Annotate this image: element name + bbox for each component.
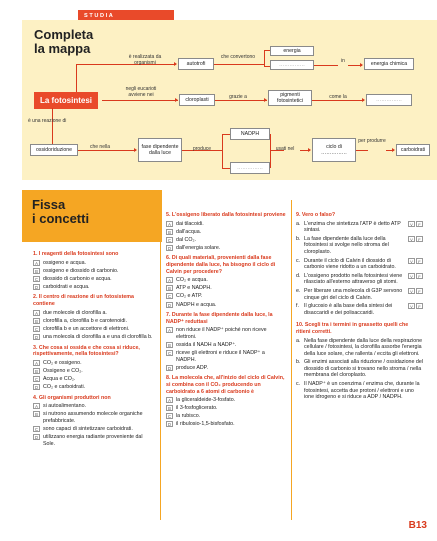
option-text: NADPH e acqua. — [176, 301, 217, 308]
answer-option[interactable] — [33, 368, 155, 375]
question: 7. Durante la fase dipendente dalla luce, la NADP⁺ reduttasi — [166, 312, 273, 325]
option-checkbox[interactable]: A — [33, 260, 40, 266]
answer-option[interactable] — [166, 327, 286, 340]
option-text: dal CO₂. — [176, 236, 197, 243]
option-text: dai tilacoidi. — [176, 220, 204, 227]
option-text: CO₂ e ATP. — [176, 293, 203, 300]
option-checkbox[interactable]: B — [166, 342, 173, 348]
item-letter: d. — [296, 272, 301, 279]
option-text: ATP e NADPH. — [176, 285, 212, 292]
answer-option[interactable] — [33, 318, 155, 325]
answer-option[interactable] — [166, 302, 286, 309]
answer-option[interactable] — [33, 426, 155, 433]
option-checkbox[interactable]: D — [34, 435, 39, 441]
option-checkbox[interactable]: C — [167, 351, 172, 357]
option-checkbox[interactable]: C — [167, 414, 172, 420]
option-text: la gliceraldeide-3-fosfato. — [176, 397, 236, 404]
node-fase-luce: fase dipendente dalla luce — [138, 138, 182, 162]
option-checkbox[interactable]: B — [166, 229, 173, 235]
answer-option[interactable] — [33, 384, 155, 391]
answer-option[interactable] — [33, 334, 155, 341]
question: 3. Che cosa si ossida e che cosa si riduce, rispettivamente, nella fotosintesi? — [33, 344, 140, 358]
question: 5. L'ossigeno liberato dalla fotosintesi proviene — [166, 212, 286, 218]
label-produce: produce — [192, 146, 212, 152]
node-carboidrati: carboidrati — [396, 144, 430, 156]
question: 8. La molecola che, all'inizio del ciclo di Calvin, si combina con il CO₂ producendo un carboidrato a 6 atomi di carbonio è — [166, 375, 285, 395]
option-text: il ribulosio-1,5-bisfosfato. — [176, 421, 235, 428]
option-checkbox[interactable]: B — [33, 318, 40, 324]
option-checkbox[interactable]: C — [34, 426, 39, 432]
fissa-box — [22, 190, 162, 242]
answer-option[interactable] — [166, 285, 286, 292]
option-text: ossigeno e acqua. — [43, 259, 86, 266]
answer-option[interactable] — [166, 350, 286, 363]
true-checkbox[interactable]: V — [408, 258, 415, 264]
option-checkbox[interactable]: A — [166, 327, 173, 333]
blank-pigment: …………… — [366, 94, 412, 106]
option-text: ossida il NADH a NADP⁺. — [176, 342, 237, 348]
answer-option[interactable] — [33, 326, 155, 333]
option-checkbox[interactable]: A — [33, 403, 40, 409]
option-text: CO₂ e acqua. — [176, 277, 208, 284]
option-text: diossido di carbonio e acqua. — [43, 275, 112, 282]
fissa-title: Fissa i concetti — [32, 197, 90, 226]
question: 6. Di quali materiali, provenienti dalla fase dipendente dalla luce, ha bisogno il ciclo di Calvin per procedere? — [166, 255, 276, 275]
option-checkbox[interactable]: D — [34, 385, 39, 390]
item-letter: b. — [296, 235, 301, 242]
answer-option[interactable] — [166, 221, 286, 228]
option-checkbox[interactable]: B — [33, 411, 40, 417]
answer-option[interactable] — [166, 293, 286, 300]
true-checkbox[interactable]: V — [408, 221, 415, 227]
answer-option[interactable] — [166, 421, 286, 428]
blank-energy: …………… — [270, 60, 314, 70]
option-text: la rubisco. — [176, 413, 201, 420]
choice-item — [296, 359, 424, 379]
true-false-item — [296, 303, 424, 316]
answer-option[interactable] — [166, 229, 286, 236]
node-autotrofi: autotrofi — [178, 58, 214, 70]
choice-item — [296, 381, 424, 401]
option-checkbox[interactable]: C — [167, 237, 172, 243]
node-nadph: NADPH — [230, 128, 270, 140]
label-in: in — [341, 58, 345, 64]
item-letter: c. — [296, 381, 301, 388]
item-letter: c. — [296, 257, 301, 264]
answer-option[interactable] — [166, 237, 286, 244]
tag-line-1: STUDIA — [84, 13, 115, 19]
label-reazione: è una reazione di — [28, 118, 67, 124]
option-text: riceve gli elettroni e riduce il NADP⁺ a NADPH. — [176, 350, 265, 363]
false-checkbox[interactable]: F — [416, 236, 423, 242]
question-9: 9. Vero o falso? — [296, 212, 336, 218]
option-checkbox[interactable]: A — [33, 310, 40, 316]
answer-option[interactable] — [33, 403, 155, 410]
item-text: Nella fase dipendente dalla luce della respirazione cellulare / fotosintesi, la clorofilla assorbe l'energia della luce solare, che rallenta / eccita gli elettroni. — [304, 337, 423, 357]
item-letter: a. — [296, 220, 301, 227]
option-checkbox[interactable]: A — [33, 360, 40, 366]
answer-option[interactable] — [33, 268, 155, 275]
false-checkbox[interactable]: F — [416, 288, 423, 294]
item-text: Per liberare una molecola di G3P servono cinque giri del ciclo di Calvin. — [304, 287, 403, 301]
false-checkbox[interactable]: F — [416, 273, 423, 279]
answer-option[interactable] — [33, 411, 155, 424]
question-10: 10. Scegli tra i termini in grassetto quelli che ritieni corretti. — [296, 322, 409, 335]
answer-option[interactable] — [166, 413, 286, 420]
question: 4. Gli organismi produttori non — [33, 394, 111, 401]
map-title: Completa la mappa — [34, 27, 94, 56]
node-energia: energia — [270, 46, 314, 56]
choice-item — [296, 338, 424, 358]
option-checkbox[interactable]: C — [34, 276, 39, 282]
option-text: sono capaci di sintetizzare carboidrati. — [43, 425, 133, 432]
option-checkbox[interactable]: A — [166, 277, 173, 283]
option-text: il 3-fosfoglicerato. — [176, 405, 218, 412]
item-text: La fase dipendente dalla luce della fotosintesi si svolge nello stroma del cloroplasto. — [304, 235, 389, 255]
option-checkbox[interactable]: B — [33, 368, 40, 374]
option-text: non riduce il NADP⁺ poiché non riceve elettroni. — [176, 327, 267, 340]
blank-atp: …………… — [230, 162, 270, 174]
option-text: CO₂ e ossigeno. — [43, 359, 82, 366]
true-false-item — [296, 221, 424, 234]
option-checkbox[interactable]: B — [33, 268, 40, 274]
option-text: Acqua e CO₂. — [43, 375, 76, 382]
option-text: carboidrati e acqua. — [43, 283, 90, 290]
item-letter: e. — [296, 287, 301, 294]
concept-map — [22, 20, 437, 180]
true-checkbox[interactable]: V — [408, 236, 415, 242]
option-text: si autoalimentano. — [43, 403, 86, 410]
item-letter: f. — [296, 303, 299, 310]
option-checkbox[interactable]: D — [167, 365, 172, 371]
option-text: dall'acqua. — [176, 228, 202, 235]
option-text: produce ADP. — [176, 364, 209, 371]
option-text: Ossigeno e CO₂. — [43, 367, 83, 374]
column-3 — [296, 208, 424, 403]
answer-option[interactable] — [33, 276, 155, 283]
item-text: Gli enzimi associati alla riduzione / ossidazione del diossido di carbonio si trovano nello stroma / nella membrana del cloroplasto. — [304, 359, 423, 379]
true-checkbox[interactable]: V — [408, 303, 415, 309]
page-number: B13 — [408, 520, 427, 531]
node-ciclo: ciclo di …………… — [312, 138, 356, 162]
column-1 — [33, 247, 155, 449]
option-text: utilizzano energia radiante proveniente dal Sole. — [43, 434, 143, 447]
label-come-la: come la — [329, 94, 347, 100]
option-checkbox[interactable]: C — [167, 294, 172, 300]
answer-option[interactable] — [33, 376, 155, 383]
label-usati-nel: usati nel — [275, 146, 295, 152]
answer-option[interactable] — [33, 434, 155, 447]
option-text: una molecola di clorofilla a e una di clorofilla b. — [43, 333, 153, 340]
true-checkbox[interactable]: V — [408, 288, 415, 294]
answer-option[interactable] — [33, 310, 155, 317]
true-false-item — [296, 236, 424, 256]
answer-option[interactable] — [166, 342, 286, 349]
item-text: Durante il ciclo di Calvin il diossido di carbonio viene ridotto a un carboidrato. — [304, 257, 396, 271]
item-text: Il glucosio è alla base della sintesi dei disaccaridi e dei polisaccaridi. — [304, 303, 393, 316]
true-false-item — [296, 273, 424, 286]
node-pigmenti: pigmenti fotosintetici — [268, 90, 312, 106]
true-false-item — [296, 258, 424, 271]
option-checkbox[interactable]: D — [34, 334, 39, 340]
option-text: si nutrono assumendo molecole organiche prefabbricate. — [43, 411, 143, 424]
label-che-convertono: che convertono — [220, 54, 256, 60]
node-energia-chimica: energia chimica — [364, 58, 414, 70]
option-checkbox[interactable]: C — [34, 326, 39, 332]
option-checkbox[interactable]: A — [166, 397, 173, 403]
item-text: L'enzima che sintetizza l'ATP è detto ATP sintasi. — [304, 220, 401, 234]
option-checkbox[interactable]: D — [167, 302, 172, 308]
node-ossidoriduzione: ossidoriduzione — [30, 144, 78, 156]
false-checkbox[interactable]: F — [416, 258, 423, 264]
option-text: clorofilla b e un accettore di elettroni. — [43, 325, 130, 332]
option-checkbox[interactable]: A — [166, 221, 173, 227]
item-letter: b. — [296, 359, 301, 366]
option-text: due molecole di clorofilla a. — [43, 309, 107, 316]
answer-option[interactable] — [33, 360, 155, 367]
label-che-nella: che nella — [89, 144, 110, 150]
question: 1. I reagenti della fotosintesi sono — [33, 251, 119, 257]
option-checkbox[interactable]: D — [167, 245, 172, 251]
answer-option[interactable] — [33, 260, 155, 267]
answer-option[interactable] — [33, 284, 155, 291]
option-text: clorofilla a, clorofilla b e carotenoidi. — [43, 317, 127, 324]
option-checkbox[interactable]: D — [167, 422, 172, 428]
true-checkbox[interactable]: V — [408, 273, 415, 279]
option-text: CO₂ e carboidrati. — [43, 384, 86, 390]
node-cloroplasti: cloroplasti — [179, 94, 215, 106]
false-checkbox[interactable]: F — [416, 303, 423, 309]
option-checkbox[interactable]: B — [166, 405, 173, 411]
answer-option[interactable] — [166, 277, 286, 284]
label-realizzata: è realizzata da organismi — [128, 54, 162, 66]
item-text: L'ossigeno prodotto nella fotosintesi viene rilasciato all'esterno attraverso gli stomi. — [304, 272, 403, 286]
answer-option[interactable] — [166, 365, 286, 372]
option-text: dall'energia solare. — [176, 244, 221, 251]
item-letter: a. — [296, 337, 301, 344]
answer-option[interactable] — [166, 245, 286, 252]
label-negli: negli eucarioti avviene nei — [125, 86, 157, 98]
option-checkbox[interactable]: B — [166, 285, 173, 291]
label-grazie-a: grazie a — [229, 94, 247, 100]
column-2 — [166, 208, 286, 430]
main-node: La fotosintesi — [34, 92, 98, 109]
option-checkbox[interactable]: C — [34, 376, 39, 382]
answer-option[interactable] — [166, 405, 286, 412]
option-text: ossigeno e diossido di carbonio. — [43, 267, 119, 274]
option-checkbox[interactable]: D — [34, 284, 39, 290]
answer-option[interactable] — [166, 397, 286, 404]
false-checkbox[interactable]: F — [416, 221, 423, 227]
item-text: Il NADP⁺ è un coenzima / enzima che, durante la fotosintesi, accetta due protoni / elettroni e uno ione idrogeno e si riduce a ADP / NADPH. — [304, 381, 420, 401]
true-false-item — [296, 288, 424, 301]
label-per-produrre: per produrre — [358, 138, 386, 144]
question: 2. Il centro di reazione di un fotosistema contiene — [33, 294, 134, 308]
